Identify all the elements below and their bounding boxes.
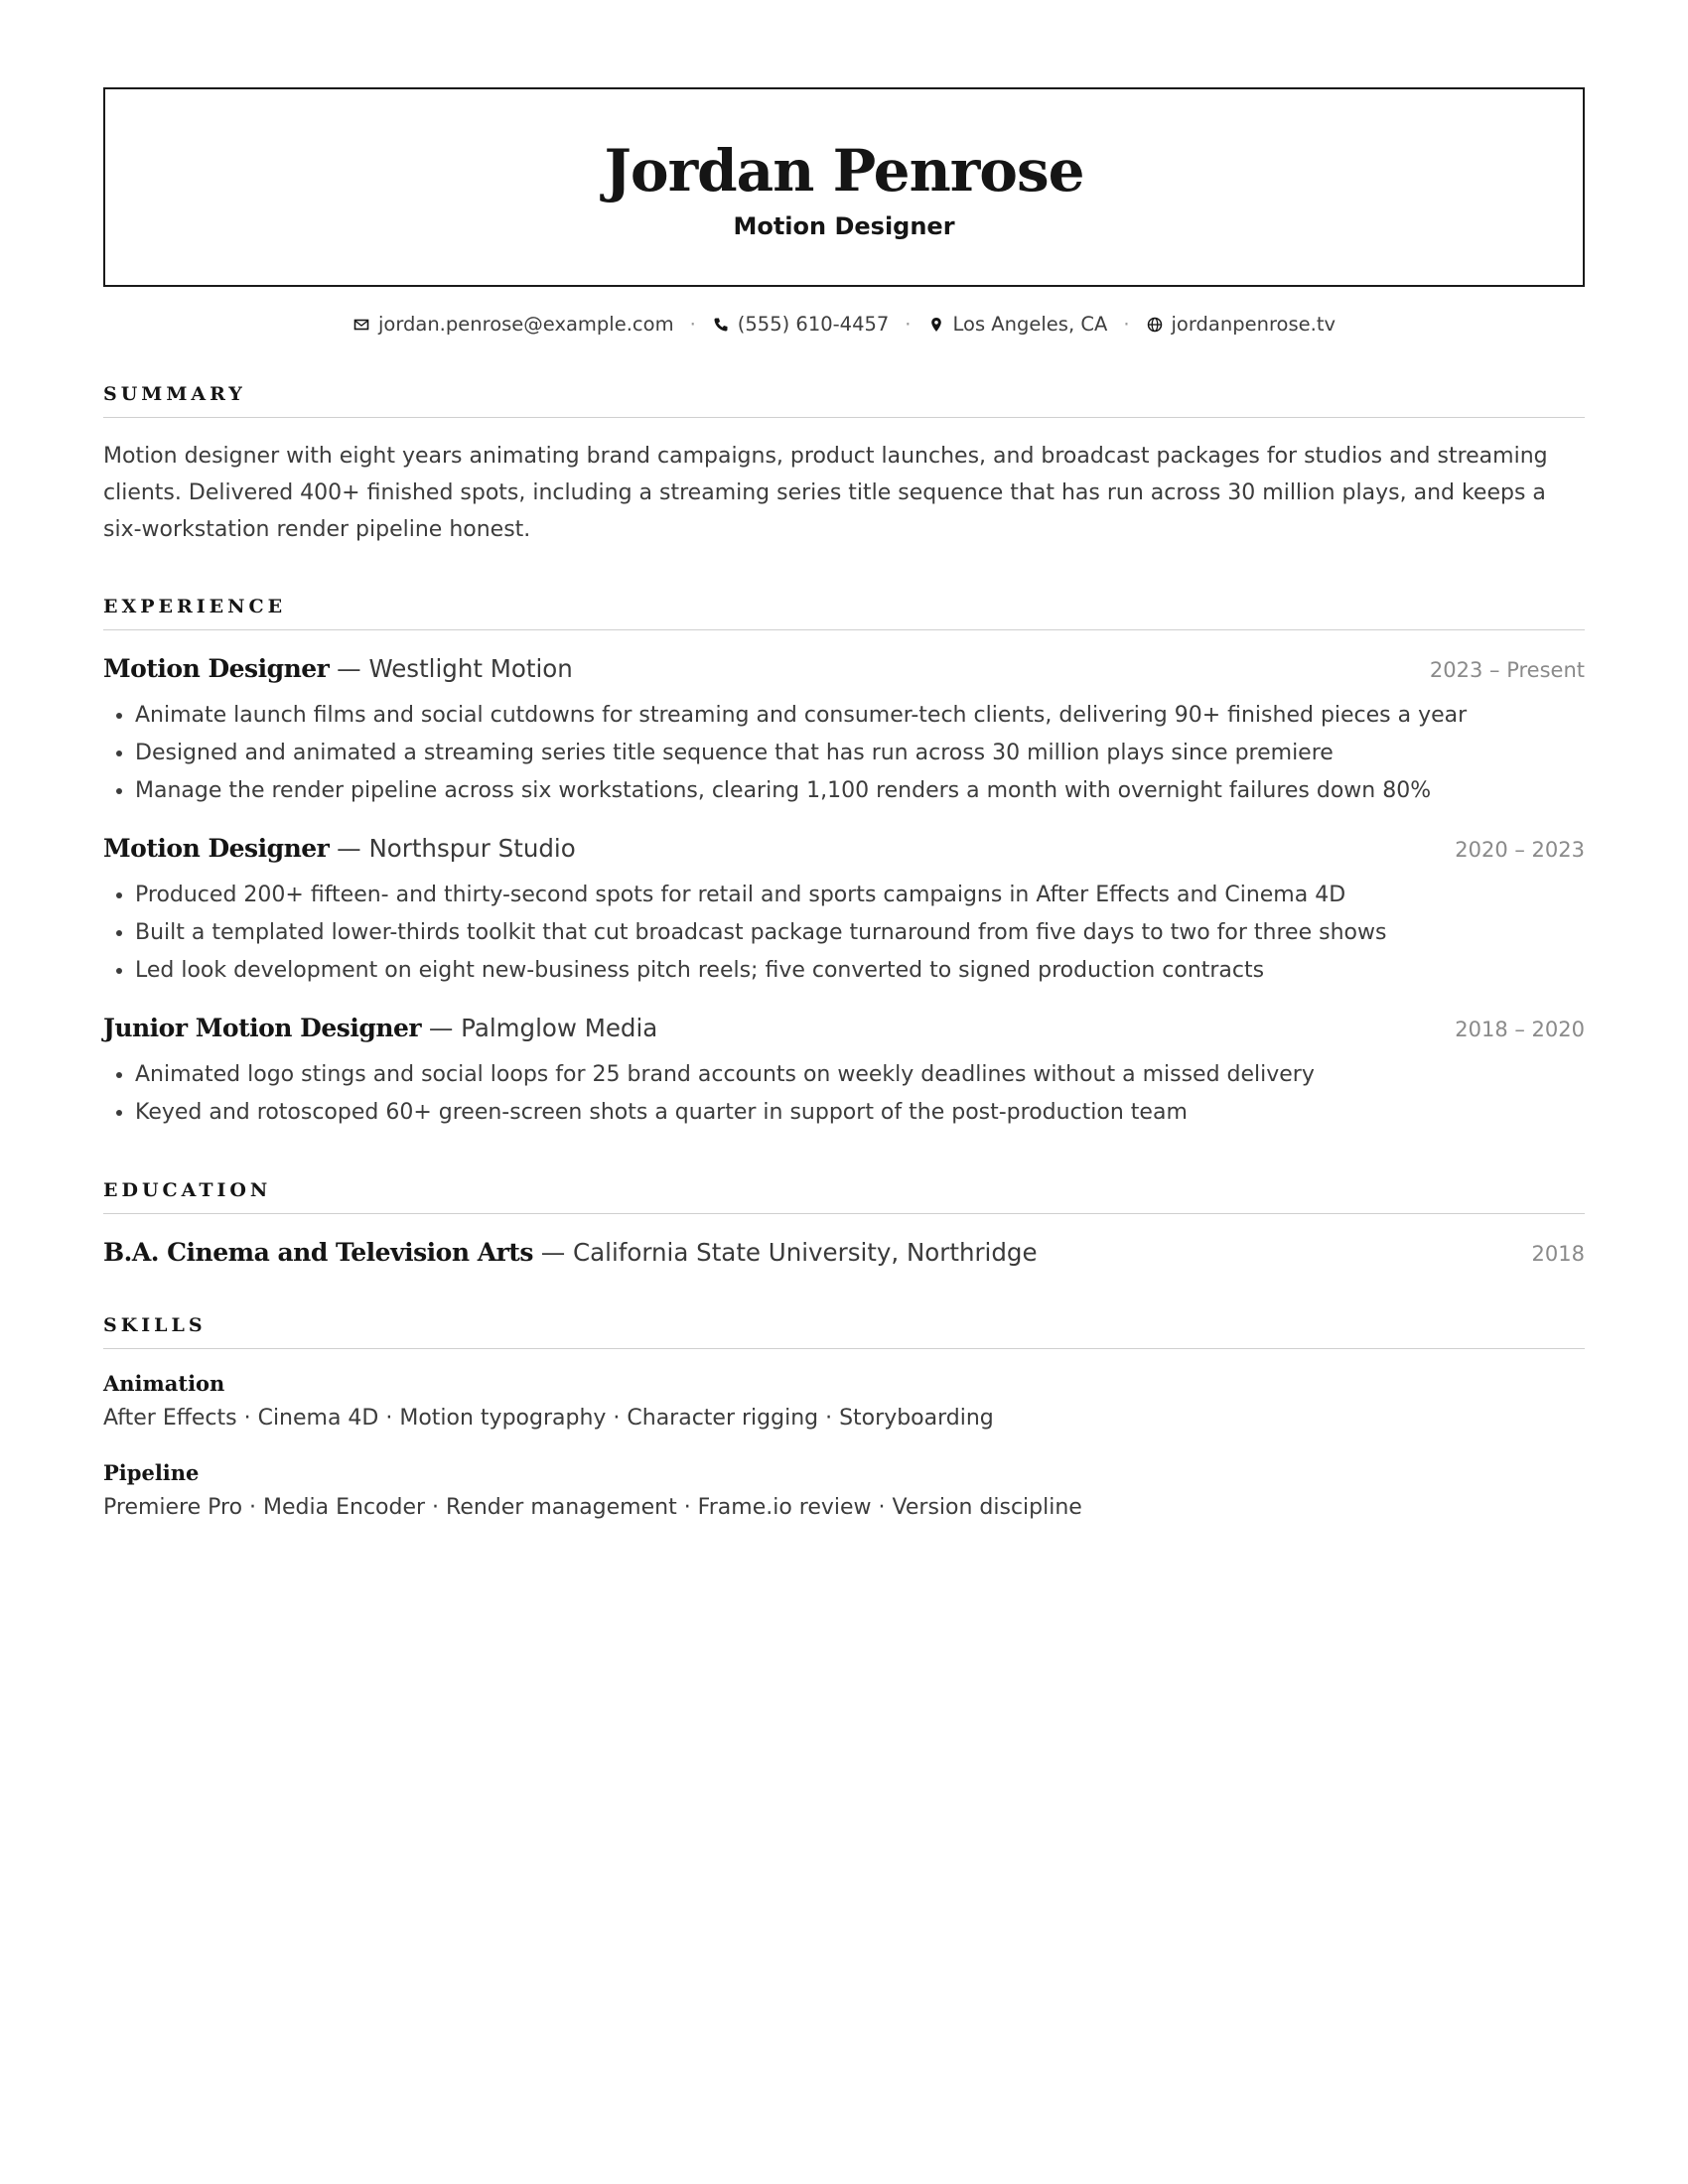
summary-heading: SUMMARY [103, 383, 1585, 418]
contact-separator: · [905, 313, 912, 336]
job-entry [103, 834, 1585, 990]
skill-group-name: Animation [103, 1371, 225, 1396]
job-bullet: • Produced 200+ fifteen- and thirty-second spots for retail and sports campaigns in After Effects and Cinema 4D [135, 877, 1585, 914]
resume-page [103, 87, 1585, 1520]
job-bullet: • Led look development on eight new-business pitch reels; five converted to signed production contracts [135, 952, 1585, 990]
skills-section [103, 1314, 1585, 1520]
education-entry [103, 1238, 1585, 1267]
education-school: California State University, Northridge [573, 1238, 1038, 1267]
mail-icon [352, 316, 370, 334]
globe-icon [1146, 316, 1164, 334]
job-dates: 2020 – 2023 [1455, 838, 1585, 862]
skill-group-name: Pipeline [103, 1460, 200, 1485]
job-company: Westlight Motion [368, 654, 573, 683]
job-role: Junior Motion Designer [103, 1014, 422, 1042]
job-bullet: • Built a templated lower-thirds toolkit that cut broadcast package turnaround from five days to two for three shows [135, 914, 1585, 952]
summary-section [103, 383, 1585, 548]
location-pin-icon [927, 316, 945, 334]
phone-text: (555) 610-4457 [737, 313, 890, 336]
job-bullet: • Animate launch films and social cutdowns for streaming and consumer-tech clients, delivering 90+ finished pieces a year [135, 697, 1585, 735]
candidate-title: Motion Designer [733, 212, 955, 241]
job-role: Motion Designer [103, 654, 330, 683]
contact-email[interactable] [352, 313, 674, 336]
job-company: Palmglow Media [461, 1014, 658, 1042]
job-dates: 2018 – 2020 [1455, 1018, 1585, 1041]
contact-separator: · [689, 313, 696, 336]
email-text: jordan.penrose@example.com [377, 313, 674, 336]
education-dash: — [540, 1238, 574, 1267]
job-role: Motion Designer [103, 834, 330, 863]
job-bullet: • Animated logo stings and social loops for 25 brand accounts on weekly deadlines without a missed delivery [135, 1056, 1585, 1094]
contact-bar [103, 313, 1585, 336]
contact-location [927, 313, 1108, 336]
job-dash: — [428, 1014, 462, 1042]
job-bullet: • Manage the render pipeline across six workstations, clearing 1,100 renders a month with overnight failures down 80% [135, 772, 1585, 810]
job-bullets [103, 1056, 1585, 1132]
candidate-name: Jordan Penrose [604, 136, 1084, 205]
education-year: 2018 [1531, 1242, 1585, 1266]
education-degree: B.A. Cinema and Television Arts [103, 1238, 533, 1267]
experience-section [103, 596, 1585, 1132]
job-bullets [103, 697, 1585, 810]
location-text: Los Angeles, CA [952, 313, 1108, 336]
job-bullet: • Designed and animated a streaming series title sequence that has run across 30 million plays since premiere [135, 735, 1585, 772]
skill-group-items: After Effects · Cinema 4D · Motion typography · Character rigging · Storyboarding [103, 1406, 994, 1431]
contact-website[interactable] [1146, 313, 1336, 336]
summary-text: Motion designer with eight years animating brand campaigns, product launches, and broadcast packages for studios and streaming clients. Delivered 400+ finished spots, including a streaming series title sequence that has run across 30 million plays, and keeps a six-workstation render pipeline honest. [103, 444, 1548, 542]
experience-heading: EXPERIENCE [103, 596, 1585, 630]
contact-phone[interactable] [712, 313, 890, 336]
job-entry [103, 654, 1585, 810]
skill-group-items: Premiere Pro · Media Encoder · Render management · Frame.io review · Version discipline [103, 1495, 1082, 1520]
phone-icon [712, 316, 730, 334]
job-dash: — [337, 834, 369, 863]
job-bullets [103, 877, 1585, 990]
education-heading: EDUCATION [103, 1179, 1585, 1214]
job-dates: 2023 – Present [1429, 658, 1585, 682]
job-dash: — [337, 654, 369, 683]
job-bullet: • Keyed and rotoscoped 60+ green-screen shots a quarter in support of the post-production team [135, 1094, 1585, 1132]
education-section [103, 1179, 1585, 1267]
skill-group [103, 1371, 1585, 1431]
skills-heading: SKILLS [103, 1314, 1585, 1349]
header-box [103, 87, 1585, 287]
website-text: jordanpenrose.tv [1171, 313, 1336, 336]
job-company: Northspur Studio [368, 834, 576, 863]
job-entry [103, 1014, 1585, 1132]
skill-group [103, 1460, 1585, 1520]
contact-separator: · [1123, 313, 1130, 336]
